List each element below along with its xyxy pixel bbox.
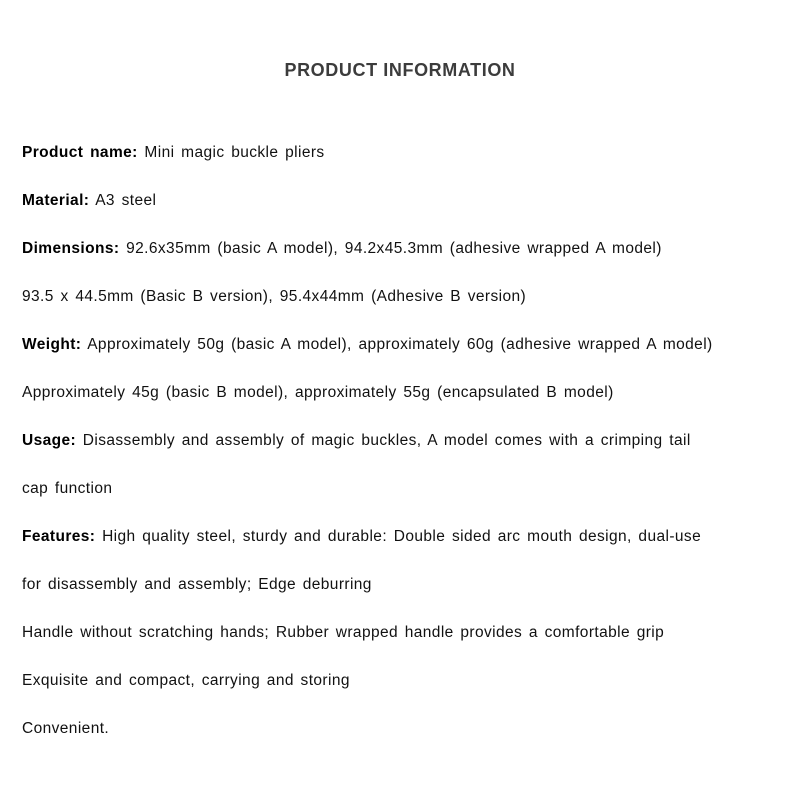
features-line-5 xyxy=(22,705,786,753)
weight-value: Approximately 50g (basic A model), approximately 60g (adhesive wrapped A model) xyxy=(81,336,713,353)
weight-line-2 xyxy=(22,369,786,417)
features-label: Features: xyxy=(22,528,96,545)
product-name-value: Mini magic buckle pliers xyxy=(137,144,325,161)
material-line xyxy=(22,177,786,225)
usage-line-2 xyxy=(22,465,786,513)
product-name-label: Product name: xyxy=(22,144,138,161)
weight-label: Weight: xyxy=(22,336,82,353)
features-value-5: Convenient. xyxy=(22,720,110,737)
features-value: High quality steel, sturdy and durable: Double sided arc mouth design, dual-use xyxy=(95,528,702,545)
features-line xyxy=(22,513,786,561)
weight-line xyxy=(22,321,786,369)
dimensions-value-2: 93.5 x 44.5mm (Basic B version), 95.4x44mm (Adhesive B version) xyxy=(22,288,527,305)
features-value-2: for disassembly and assembly; Edge deburring xyxy=(22,576,372,593)
dimensions-label: Dimensions: xyxy=(22,240,120,257)
usage-label: Usage: xyxy=(22,432,77,449)
features-line-4 xyxy=(22,657,786,705)
dimensions-value: 92.6x35mm (basic A model), 94.2x45.3mm (adhesive wrapped A model) xyxy=(119,240,662,257)
weight-value-2: Approximately 45g (basic B model), approximately 55g (encapsulated B model) xyxy=(22,384,614,401)
features-value-4: Exquisite and compact, carrying and storing xyxy=(22,672,350,689)
material-label: Material: xyxy=(22,192,90,209)
product-details xyxy=(0,129,800,753)
usage-value: Disassembly and assembly of magic buckles, A model comes with a crimping tail xyxy=(76,432,691,449)
dimensions-line xyxy=(22,225,786,273)
features-line-2 xyxy=(22,561,786,609)
features-value-3: Handle without scratching hands; Rubber wrapped handle provides a comfortable grip xyxy=(22,624,665,641)
page-title: PRODUCT INFORMATION xyxy=(284,60,516,80)
usage-value-2: cap function xyxy=(22,480,113,497)
features-line-3 xyxy=(22,609,786,657)
material-value: A3 steel xyxy=(89,192,157,209)
product-name-line xyxy=(22,129,786,177)
usage-line xyxy=(22,417,786,465)
dimensions-line-2 xyxy=(22,273,786,321)
